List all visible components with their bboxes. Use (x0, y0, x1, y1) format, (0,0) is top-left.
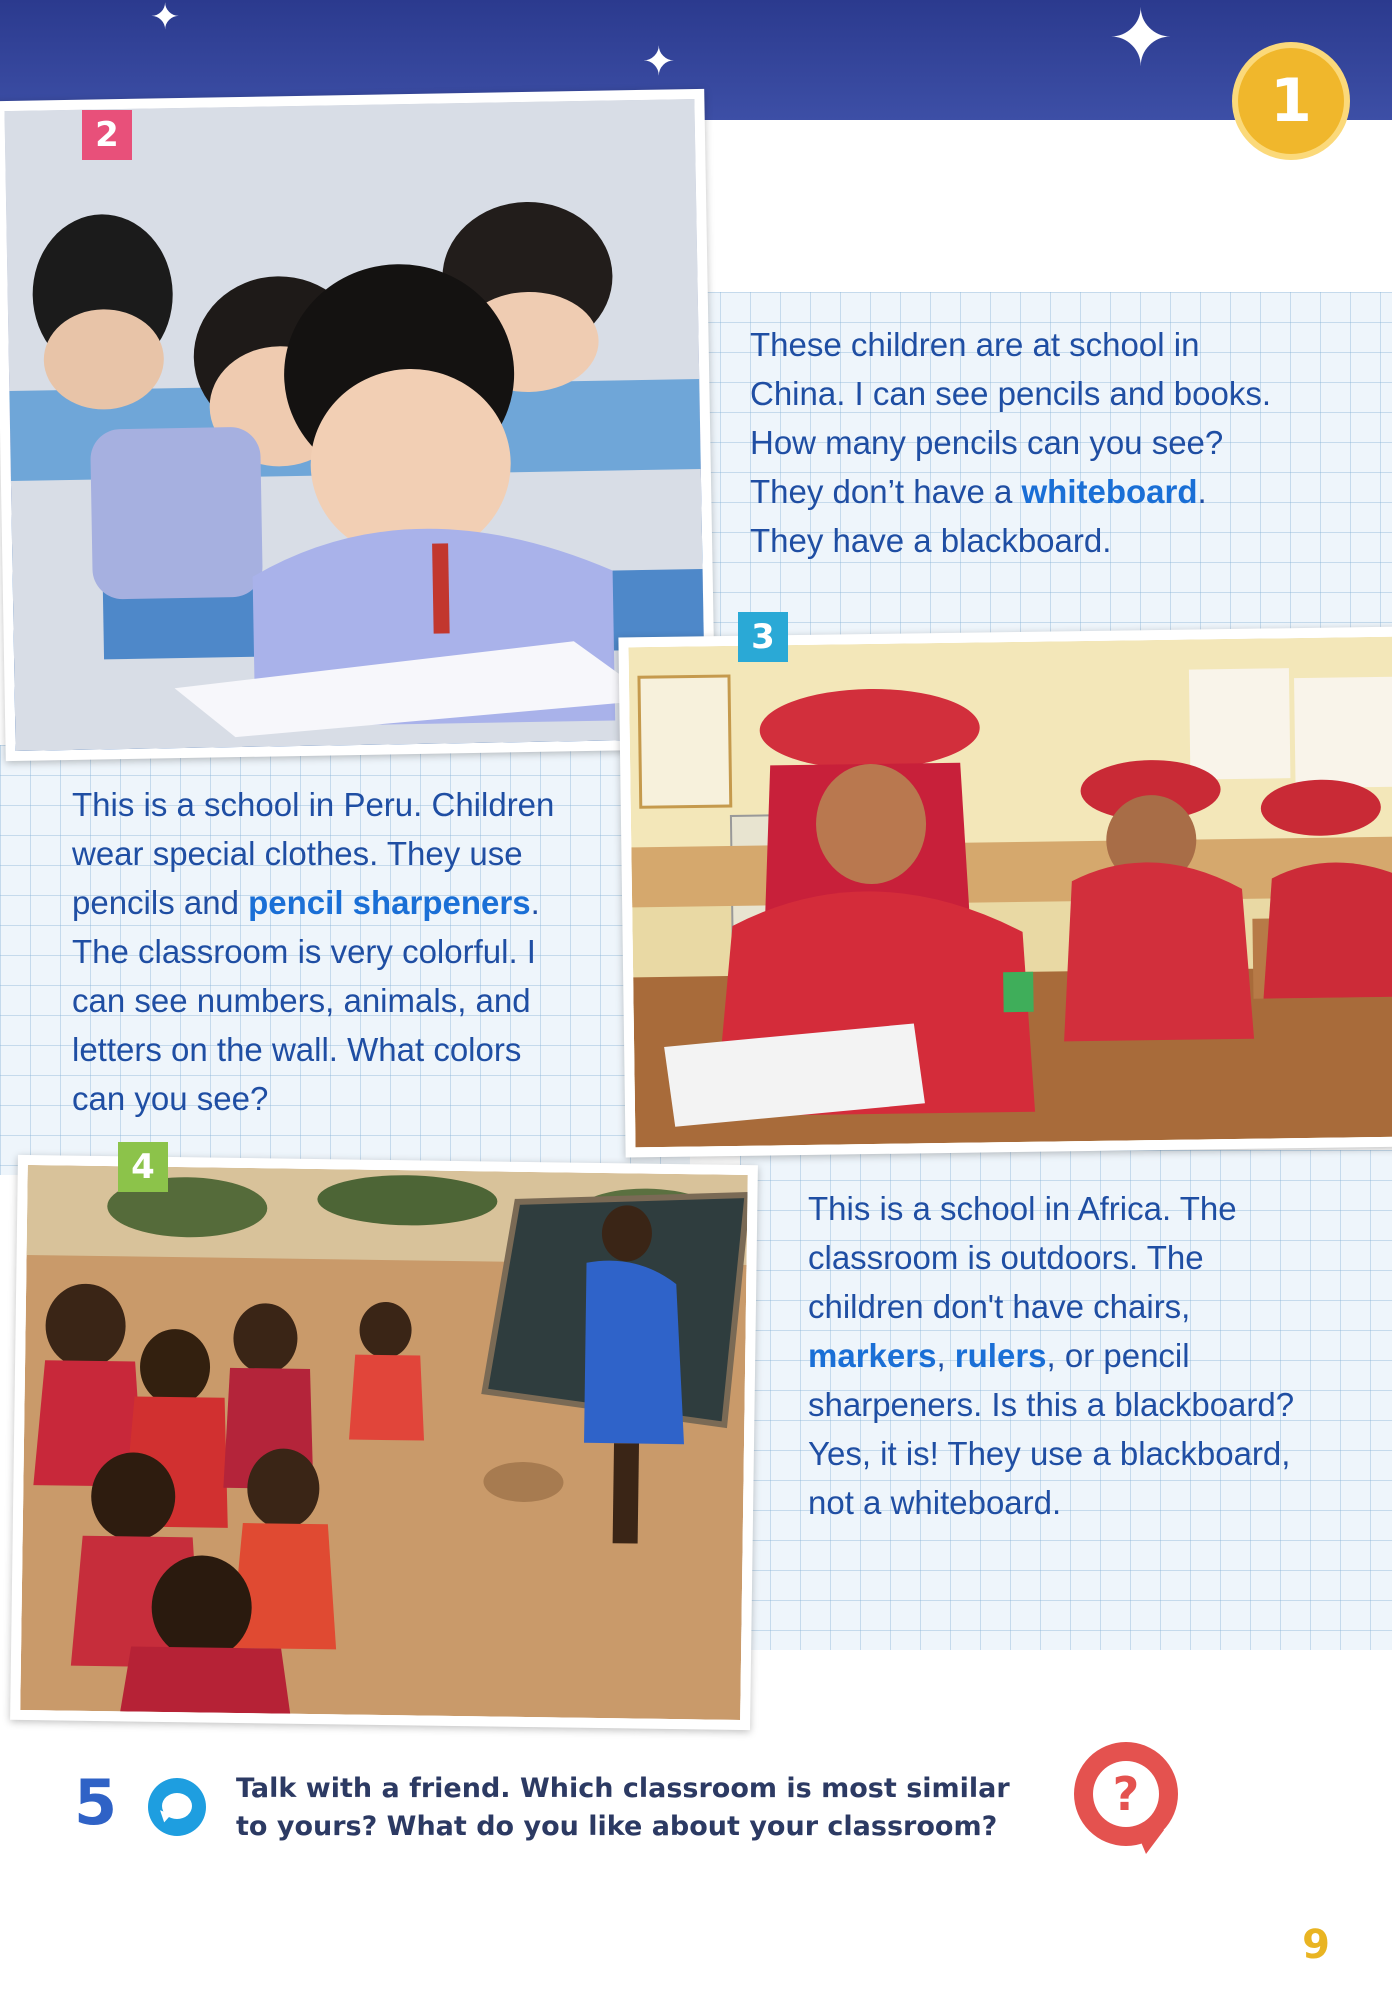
photo-china-classroom (0, 89, 716, 761)
peru-line-1: This is a school in Peru. Children (72, 786, 555, 823)
keyword-whiteboard: whiteboard (1021, 473, 1198, 510)
africa-classroom-image (20, 1165, 748, 1720)
peru-classroom-image (629, 637, 1392, 1148)
peru-line-5: can see numbers, animals, and (72, 982, 531, 1019)
badge-label: 2 (95, 115, 119, 155)
peru-description (72, 780, 554, 1123)
activity-instruction (236, 1770, 1010, 1846)
photo-number-badge-4 (118, 1142, 168, 1192)
text: , (936, 1337, 955, 1374)
china-line-4 (750, 467, 1271, 516)
china-line-2: China. I can see pencils and books. (750, 375, 1271, 412)
africa-description (808, 1184, 1294, 1527)
africa-line-7: not a whiteboard. (808, 1484, 1062, 1521)
sparkle-icon: ✦ (642, 39, 676, 85)
badge-label: 4 (131, 1147, 155, 1187)
activity-line-1: Talk with a friend. Which classroom is most similar (236, 1773, 1010, 1804)
help-icon-tail (1136, 1830, 1164, 1854)
china-classroom-image (4, 99, 705, 751)
africa-line-5: sharpeners. Is this a blackboard? (808, 1386, 1295, 1423)
question-mark-glyph: ? (1112, 1767, 1140, 1821)
china-description (750, 320, 1271, 565)
peru-line-2: wear special clothes. They use (72, 835, 523, 872)
photo-number-badge-3 (738, 612, 788, 662)
africa-line-1: This is a school in Africa. The (808, 1190, 1237, 1227)
keyword-pencil-sharpeners: pencil sharpeners (248, 884, 531, 921)
peru-scene-illustration (629, 637, 1392, 1148)
help-question-icon (1074, 1742, 1178, 1846)
africa-scene-illustration (20, 1165, 748, 1720)
sparkle-icon: ✦ (150, 0, 181, 38)
peru-line-7: can you see? (72, 1080, 269, 1117)
china-line-3: How many pencils can you see? (750, 424, 1224, 461)
keyword-markers: markers (808, 1337, 937, 1374)
text: They don’t have a (750, 473, 1022, 510)
text: pencils and (72, 884, 249, 921)
china-line-5: They have a blackboard. (750, 522, 1112, 559)
help-icon-inner (1093, 1761, 1159, 1827)
photo-africa-classroom (10, 1155, 758, 1730)
peru-line-4: The classroom is very colorful. I (72, 933, 536, 970)
keyword-rulers: rulers (954, 1337, 1047, 1374)
africa-line-6: Yes, it is! They use a blackboard, (808, 1435, 1291, 1472)
china-line-1: These children are at school in (750, 326, 1200, 363)
activity-line-2: to yours? What do you like about your classroom? (236, 1811, 998, 1842)
peru-line-3 (72, 878, 554, 927)
page-number: 9 (1302, 1922, 1330, 1968)
sparkle-icon: ✦ (1108, 0, 1174, 84)
text: . (530, 884, 540, 921)
text: . (1197, 473, 1207, 510)
africa-line-2: classroom is outdoors. The (808, 1239, 1204, 1276)
africa-line-3: children don't have chairs, (808, 1288, 1191, 1325)
badge-label: 3 (751, 617, 775, 657)
peru-line-6: letters on the wall. What colors (72, 1031, 522, 1068)
activity-number: 5 (74, 1766, 118, 1839)
china-scene-illustration (4, 99, 705, 751)
africa-line-4 (808, 1331, 1294, 1380)
photo-peru-classroom (618, 627, 1392, 1158)
lesson-number-badge (1232, 42, 1350, 160)
speech-bubble-icon (148, 1778, 206, 1836)
lesson-number: 1 (1270, 66, 1312, 136)
photo-number-badge-2 (82, 110, 132, 160)
text: , or pencil (1046, 1337, 1190, 1374)
